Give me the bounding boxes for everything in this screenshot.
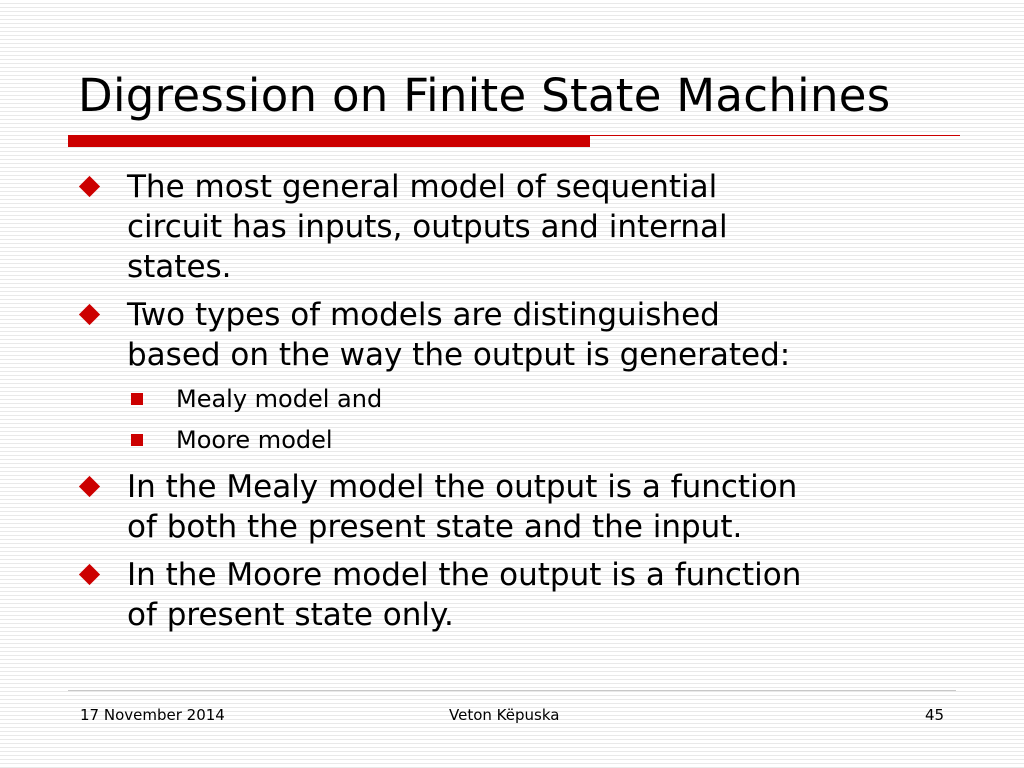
- bullet-item: [127, 555, 801, 635]
- slide-title: Digression on Finite State Machines: [78, 69, 891, 122]
- diamond-bullet-icon: [79, 176, 100, 197]
- footer-divider: [68, 690, 956, 691]
- sub-bullet-item: Moore model: [176, 426, 333, 454]
- title-underline-thick: [68, 135, 590, 147]
- bullet-line: In the Mealy model the output is a function: [127, 469, 798, 505]
- bullet-item: [127, 167, 728, 287]
- sub-bullet-item: Mealy model and: [176, 385, 383, 413]
- square-bullet-icon: [131, 393, 143, 405]
- footer-author: Veton Këpuska: [449, 706, 560, 724]
- bullet-item: [127, 295, 790, 375]
- bullet-line: based on the way the output is generated:: [127, 337, 791, 373]
- bullet-line: The most general model of sequential: [127, 169, 718, 205]
- footer-page-number: 45: [925, 706, 945, 724]
- bullet-line: of both the present state and the input.: [127, 509, 743, 545]
- bullet-line: states.: [127, 249, 232, 285]
- diamond-bullet-icon: [79, 304, 100, 325]
- bullet-line: In the Moore model the output is a function: [127, 557, 802, 593]
- square-bullet-icon: [131, 434, 143, 446]
- diamond-bullet-icon: [79, 476, 100, 497]
- diamond-bullet-icon: [79, 564, 100, 585]
- footer-date: 17 November 2014: [80, 706, 225, 724]
- bullet-item: [127, 467, 797, 547]
- bullet-line: Two types of models are distinguished: [127, 297, 720, 333]
- bullet-line: circuit has inputs, outputs and internal: [127, 209, 728, 245]
- bullet-line: of present state only.: [127, 597, 454, 633]
